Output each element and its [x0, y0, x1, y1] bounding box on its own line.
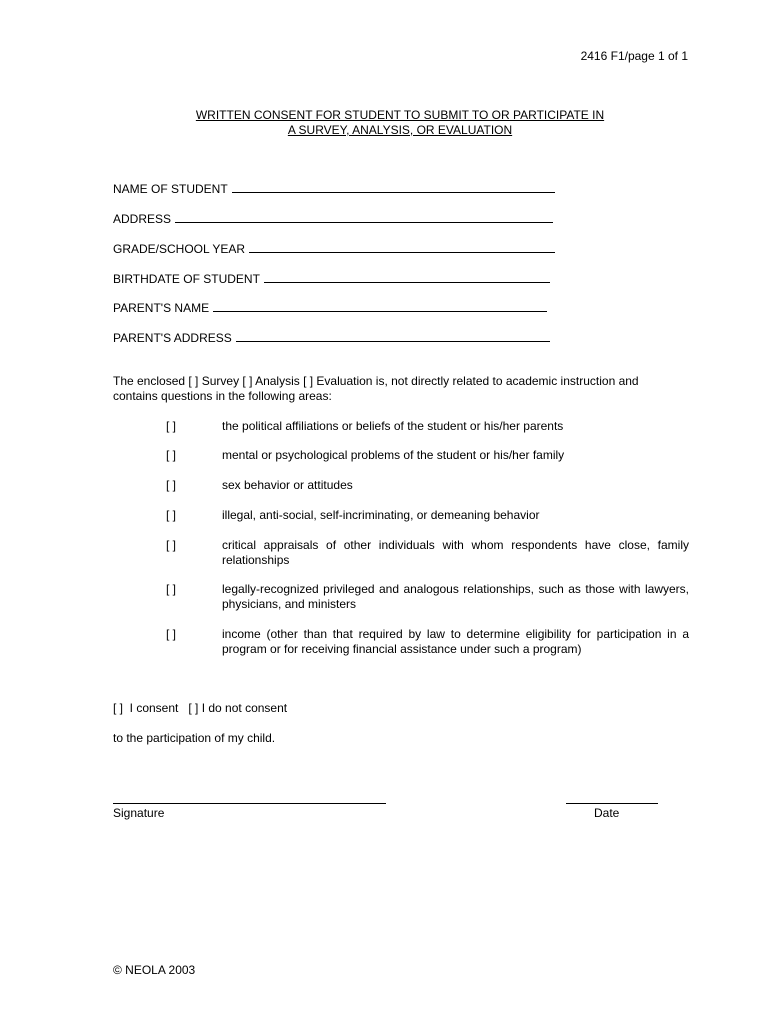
grade-school-year-field — [113, 240, 555, 257]
area-checkbox[interactable]: [ ] — [166, 508, 177, 522]
area-text: legally-recognized privileged and analogous relationships, such as those with lawyers, physicians, and ministers — [222, 582, 689, 611]
area-text: illegal, anti-social, self-incriminating, or demeaning behavior — [222, 508, 540, 522]
form-title-line-1: WRITTEN CONSENT FOR STUDENT TO SUBMIT TO OR PARTICIPATE IN — [195, 108, 605, 122]
area-checkbox[interactable]: [ ] — [166, 582, 177, 596]
address-field — [113, 210, 553, 227]
participation-statement: to the participation of my child. — [113, 731, 276, 745]
area-text: critical appraisals of other individuals with whom respondents have close, family relationships — [222, 538, 689, 567]
parents-address-field — [113, 329, 550, 346]
intro-line-2: contains questions in the following areas: — [113, 389, 332, 403]
consent-options[interactable]: [ ] I consent [ ] I do not consent — [113, 701, 288, 715]
form-title — [0, 108, 770, 138]
address-label: ADDRESS — [113, 212, 172, 226]
parents-address-line[interactable] — [236, 329, 550, 342]
area-checkbox[interactable]: [ ] — [166, 627, 177, 641]
name-of-student-label: NAME OF STUDENT — [113, 182, 228, 196]
area-text: mental or psychological problems of the student or his/her family — [222, 448, 565, 462]
area-checkbox[interactable]: [ ] — [166, 448, 177, 462]
copyright-notice: © NEOLA 2003 — [113, 963, 196, 977]
parents-name-field — [113, 299, 547, 316]
area-text: the political affiliations or beliefs of the student or his/her parents — [222, 419, 564, 433]
date-line[interactable] — [566, 803, 658, 804]
signature-label: Signature — [113, 806, 165, 820]
name-of-student-field — [113, 180, 555, 197]
date-label: Date — [594, 806, 620, 820]
area-checkbox[interactable]: [ ] — [166, 419, 177, 433]
intro-paragraph — [113, 374, 689, 404]
parents-name-line[interactable] — [213, 299, 547, 312]
address-line[interactable] — [175, 210, 553, 223]
name-of-student-line[interactable] — [232, 180, 555, 193]
parents-name-label: PARENT'S NAME — [113, 301, 210, 315]
area-checkbox[interactable]: [ ] — [166, 478, 177, 492]
area-text: sex behavior or attitudes — [222, 478, 353, 492]
birthdate-of-student-label: BIRTHDATE OF STUDENT — [113, 272, 260, 286]
area-text: income (other than that required by law to determine eligibility for participation in a program or for receiving financial assistance under such a program) — [222, 627, 689, 656]
area-checkbox[interactable]: [ ] — [166, 538, 177, 552]
form-title-line-2: A SURVEY, ANALYSIS, OR EVALUATION — [287, 123, 513, 137]
grade-school-year-label: GRADE/SCHOOL YEAR — [113, 242, 246, 256]
intro-line-1: The enclosed [ ] Survey [ ] Analysis [ ] Evaluation is, not directly related to academic instruction and — [113, 374, 639, 388]
page-reference: 2416 F1/page 1 of 1 — [580, 49, 688, 63]
grade-school-year-line[interactable] — [249, 240, 555, 253]
signature-line[interactable] — [113, 803, 386, 804]
birthdate-of-student-field — [113, 270, 550, 287]
birthdate-of-student-line[interactable] — [264, 270, 550, 283]
parents-address-label: PARENT'S ADDRESS — [113, 331, 232, 345]
